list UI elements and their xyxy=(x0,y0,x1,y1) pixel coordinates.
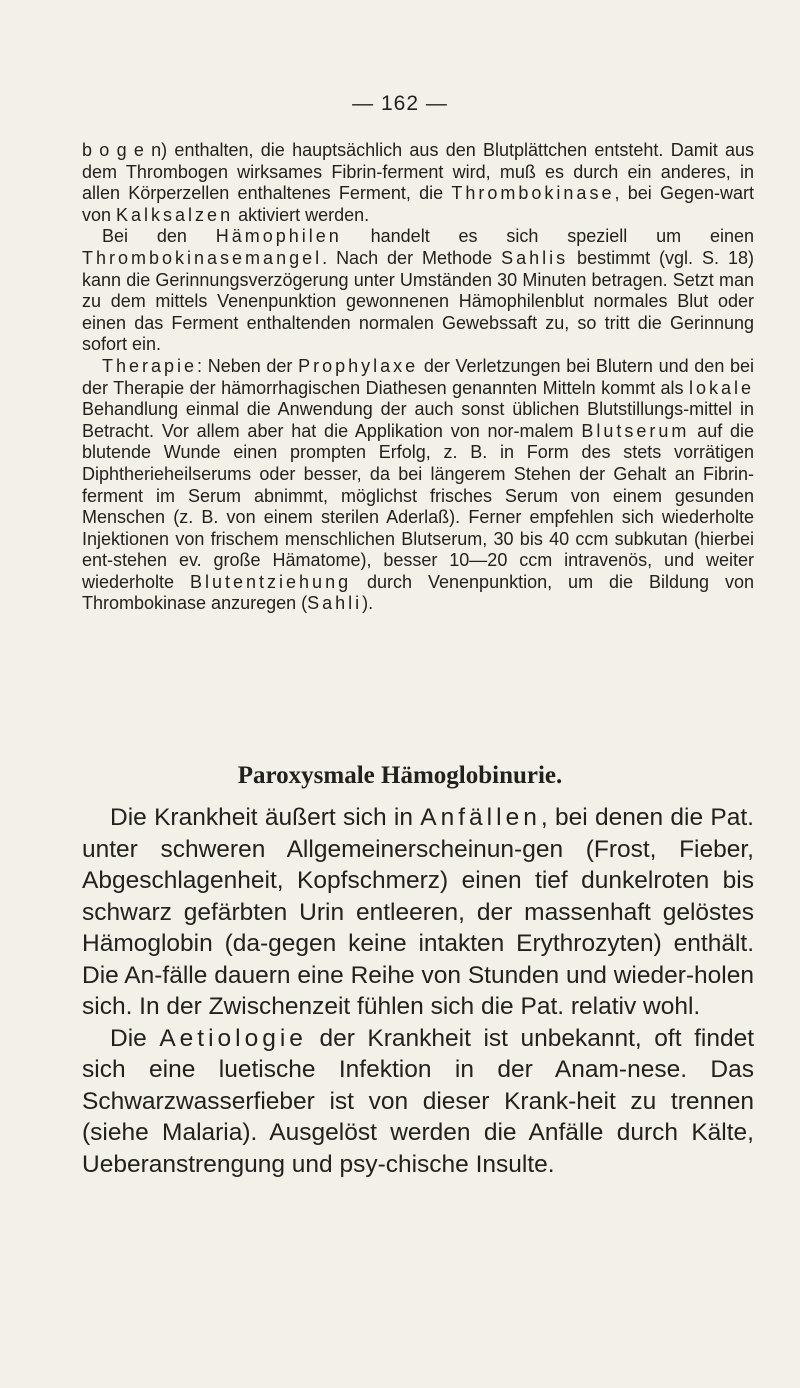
paragraph-5: Die Aetiologie der Krankheit ist unbekannt, oft findet sich eine luetische Infektion in der Anam-nese. Das Schwarzwasserfieber ist von dieser Krank-heit zu trennen (siehe Malaria). Ausgelöst werden die Anfälle durch Kälte, Ueberanstrengung und psy-chische Insulte. xyxy=(82,1024,754,1178)
page-number: — 162 — xyxy=(352,92,448,115)
section-heading: Paroxysmale Hämoglobinurie. xyxy=(237,762,563,789)
spaced-term: Aetiologie xyxy=(159,1024,307,1052)
text-block-large xyxy=(82,802,754,1180)
spaced-term: Hämophilen xyxy=(215,226,342,247)
paragraph-2: Bei den Hämophilen handelt es sich speziell um einen Thrombokinasemangel. Nach der Methode Sahlis bestimmt (vgl. S. 18) kann die Gerinnungsverzögerung unter Umständen 30 Minuten betragen. Setzt man zu dem mittels Venenpunktion gewonnenen Hämophilenblut normales Blut oder einen das Ferment enthaltenden normalen Gewebssaft zu, so tritt die Gerinnung sofort ein. xyxy=(82,226,755,355)
spaced-term: Prophylaxe xyxy=(298,355,419,376)
spaced-term: Blutentziehung xyxy=(190,571,352,592)
spaced-term: Kalksalzen xyxy=(116,204,234,225)
spaced-term: Blutserum xyxy=(581,420,690,441)
paragraph-1: b o g e n) enthalten, die hauptsächlich aus den Blutplättchen entsteht. Damit aus dem Thrombogen wirksames Fibrin-ferment wird, muß es durch ein anderes, in allen Körperzellen enthaltenes Ferment, die Thrombokinase, bei Gegen-wart von Kalksalzen aktiviert werden. xyxy=(82,140,754,225)
spaced-term: Thrombokinase xyxy=(451,183,615,204)
spaced-term: lokale xyxy=(688,377,754,398)
spaced-term: Anfällen xyxy=(420,804,541,831)
spaced-term: Sahlis xyxy=(501,247,569,268)
spaced-term: Sahli xyxy=(307,593,363,614)
text-block-small xyxy=(82,140,754,615)
spaced-term: Therapie xyxy=(102,355,198,376)
paragraph-4: Die Krankheit äußert sich in Anfällen, bei denen die Pat. unter schweren Allgemeinerscheinun-gen (Frost, Fieber, Abgeschlagenheit, Kopfschmerz) einen tief dunkelroten bis schwarz gefärbten Urin entleeren, der massenhaft gelöstes Hämoglobin (da-gegen keine intakten Erythrozyten) enthält. Die An-fälle dauern eine Reihe von Stunden und wieder-holen sich. In der Zwischenzeit fühlen sich die Pat. relativ wohl. xyxy=(82,804,754,1020)
spaced-term: Thrombokinasemangel xyxy=(82,247,323,268)
paragraph-3: Therapie: Neben der Prophylaxe der Verletzungen bei Blutern und den bei der Therapie der hämorrhagischen Diathesen genannten Mitteln kommt als lokale Behandlung einmal die Anwendung der auch sonst üblichen Blutstillungs-mittel in Betracht. Vor allem aber hat die Applikation von nor-malem Blutserum auf die blutende Wunde einen prompten Erfolg, z. B. in Form des stets vorrätigen Diphtherieheilserums oder besser, da bei längerem Stehen der Gehalt an Fibrin-ferment im Serum abnimmt, möglichst frisches Serum von einem gesunden Menschen (z. B. von einem sterilen Aderlaß). Ferner empfehlen sich wiederholte Injektionen von frischem menschlichen Blutserum, 30 bis 40 ccm subkutan (hierbei ent-stehen ev. große Hämatome), besser 10—20 ccm intravenös, und weiter wiederholte Blutentziehung durch Venenpunktion, um die Bildung von Thrombokinase anzuregen (Sahli). xyxy=(82,355,755,614)
